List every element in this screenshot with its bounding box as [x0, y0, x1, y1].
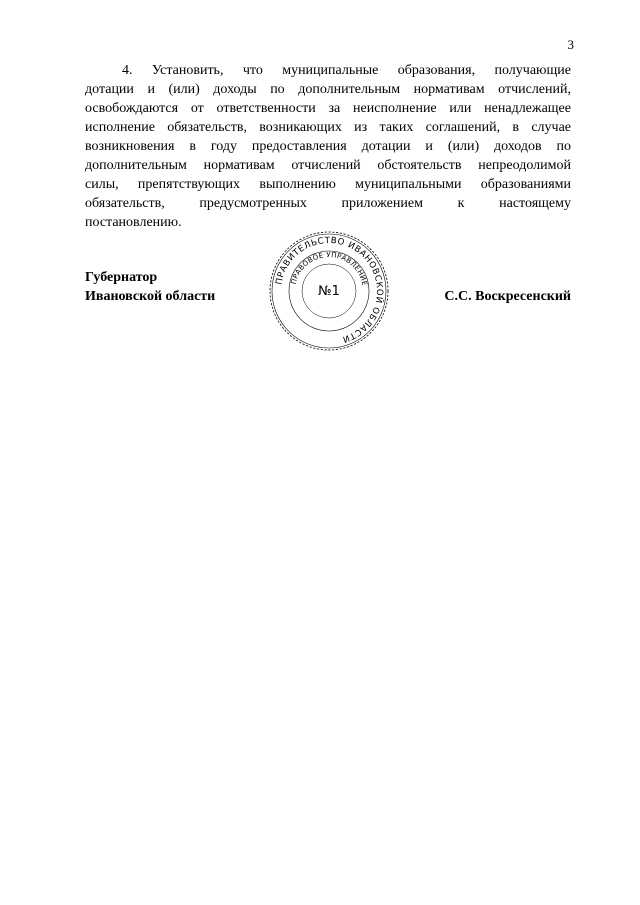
paragraph-line: возникновения в году предоставления дотации и (или) доходов по: [85, 139, 571, 154]
official-seal-stamp: [266, 228, 392, 354]
paragraph-line: исполнение обязательств, возникающих из таких соглашений, в случае: [85, 120, 571, 135]
seal-outer-text: ПРАВИТЕЛЬСТВО ИВАНОВСКОЙ ОБЛАСТИ: [274, 235, 385, 345]
seal-inner-text: ПРАВОВОЕ УПРАВЛЕНИЕ: [289, 250, 369, 287]
paragraph-line: дотации и (или) доходы по дополнительным нормативам отчислений,: [85, 82, 571, 97]
signatory-name: С.С. Воскресенский: [444, 289, 571, 304]
paragraph-line: освобождаются от ответственности за неисполнение или ненадлежащее: [85, 101, 571, 116]
page-number: 3: [567, 37, 574, 52]
seal-center-number: №1: [318, 284, 340, 299]
paragraph-line: обязательств, предусмотренных приложением к настоящему: [85, 196, 571, 211]
signatory-title-line: Ивановской области: [85, 289, 216, 304]
paragraph-line: дополнительным нормативам отчислений обстоятельств непреодолимой: [85, 158, 571, 173]
paragraph-line: 4. Установить, что муниципальные образования, получающие: [122, 63, 571, 78]
body-paragraph: [85, 61, 571, 232]
paragraph-line: постановлению.: [85, 215, 182, 230]
signatory-title-line: Губернатор: [85, 270, 158, 285]
paragraph-line: силы, препятствующих выполнению муниципальными образованиями: [85, 177, 571, 192]
seal-graphic: [266, 228, 392, 354]
signatory-title: [85, 268, 215, 306]
